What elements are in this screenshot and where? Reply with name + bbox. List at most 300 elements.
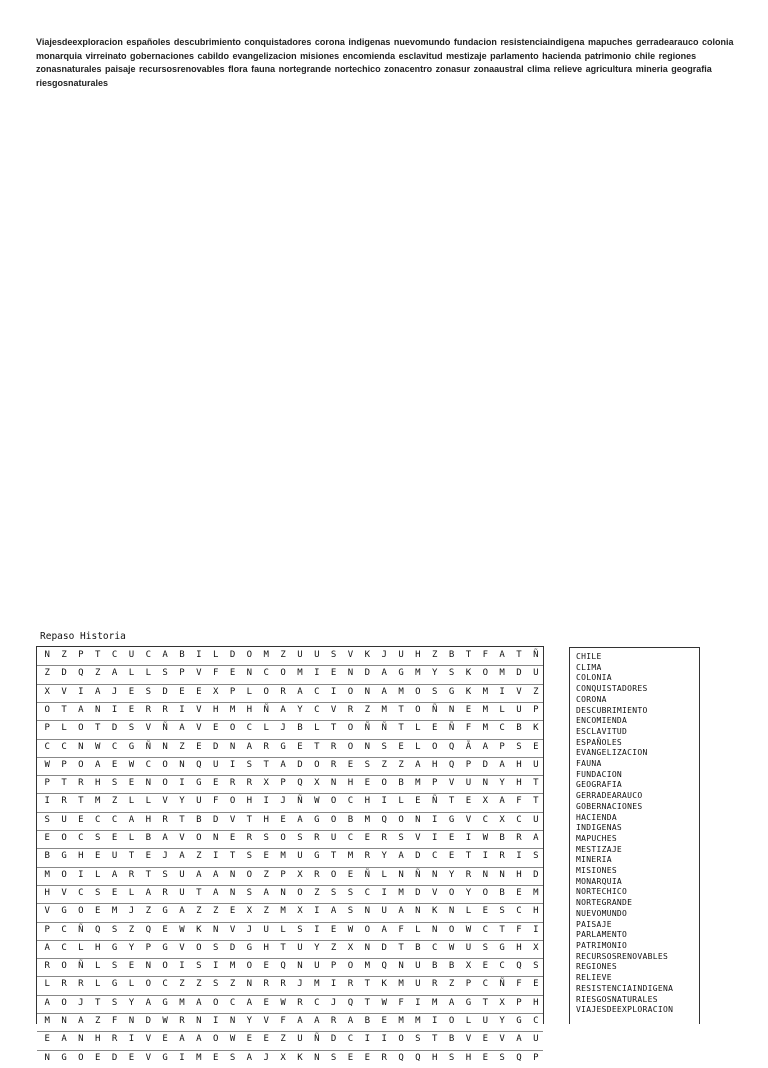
letter-grid <box>36 646 544 1063</box>
grid-letter: V <box>145 1034 151 1045</box>
word-list-item: FAUNA <box>576 759 602 769</box>
grid-letter: O <box>432 741 438 752</box>
grid-letter: O <box>347 723 354 734</box>
grid-letter: R <box>465 869 472 880</box>
grid-letter: X <box>212 686 219 697</box>
grid-letter: O <box>330 869 337 880</box>
grid-letter: A <box>499 796 505 807</box>
grid-letter: G <box>280 741 286 752</box>
grid-letter: F <box>465 723 472 734</box>
grid-letter: D <box>212 741 219 752</box>
grid-letter: R <box>179 1016 185 1026</box>
grid-letter: S <box>44 814 50 825</box>
grid-line <box>37 867 543 868</box>
grid-letter: S <box>330 887 337 898</box>
grid-letter: U <box>111 851 118 862</box>
grid-letter: O <box>415 686 421 697</box>
grid-row <box>37 940 543 958</box>
grid-letter: C <box>61 741 67 752</box>
grid-letter: T <box>398 704 404 715</box>
grid-letter: G <box>162 906 168 917</box>
grid-letter: O <box>448 1016 455 1026</box>
grid-row <box>37 903 543 921</box>
grid-line <box>37 720 543 721</box>
grid-letter: S <box>212 942 219 953</box>
grid-letter: S <box>111 997 118 1008</box>
grid-letter: I <box>381 1034 387 1045</box>
grid-row <box>37 757 543 775</box>
grid-letter: Q <box>196 759 202 770</box>
grid-letter: E <box>212 1052 219 1063</box>
grid-letter: D <box>415 887 421 898</box>
grid-row <box>37 665 543 683</box>
grid-letter: C <box>263 668 269 679</box>
grid-letter: M <box>364 961 371 972</box>
grid-letter: C <box>145 650 151 660</box>
grid-letter: E <box>381 1016 387 1026</box>
grid-letter: E <box>533 979 539 990</box>
grid-line <box>37 665 543 666</box>
grid-letter: O <box>44 704 50 715</box>
grid-row <box>37 1050 543 1068</box>
grid-letter: S <box>499 1052 505 1063</box>
grid-letter: A <box>78 704 84 715</box>
grid-letter: A <box>179 851 185 862</box>
grid-letter: N <box>61 1016 67 1026</box>
grid-letter: R <box>44 961 50 972</box>
grid-letter: Y <box>381 851 387 862</box>
grid-letter: V <box>61 686 67 697</box>
grid-letter: N <box>78 741 84 752</box>
grid-letter: E <box>482 1034 488 1045</box>
grid-letter: A <box>499 759 505 770</box>
grid-letter: Z <box>128 924 135 935</box>
grid-letter: A <box>246 997 253 1008</box>
grid-letter: C <box>162 979 168 990</box>
grid-letter: T <box>95 650 101 660</box>
grid-letter: L <box>95 961 101 972</box>
grid-letter: S <box>297 924 303 935</box>
grid-letter: T <box>330 851 337 862</box>
word-list-item: MONARQUIA <box>576 876 623 886</box>
grid-letter: W <box>482 833 488 843</box>
grid-row <box>37 830 543 848</box>
grid-letter: S <box>432 686 438 697</box>
grid-letter: I <box>381 887 387 898</box>
grid-letter: L <box>246 686 253 697</box>
grid-letter: E <box>432 723 438 734</box>
grid-letter: E <box>128 961 135 972</box>
grid-letter: O <box>347 686 354 697</box>
grid-letter: T <box>314 741 320 752</box>
grid-letter: A <box>398 851 404 862</box>
grid-letter: B <box>297 723 303 734</box>
grid-letter: B <box>448 1034 455 1045</box>
grid-letter: A <box>533 833 539 843</box>
grid-letter: I <box>128 1034 135 1045</box>
grid-letter: A <box>347 1016 354 1026</box>
word-list-item: DESCUBRIMIENTO <box>576 705 648 715</box>
grid-letter: I <box>330 686 337 697</box>
grid-letter: Ñ <box>297 796 303 807</box>
grid-letter: L <box>145 796 151 807</box>
grid-letter: D <box>145 1016 151 1026</box>
word-list-item: MISIONES <box>576 866 617 876</box>
grid-letter: D <box>111 723 118 734</box>
grid-letter: G <box>61 906 67 917</box>
grid-letter: Z <box>145 906 151 917</box>
grid-letter: R <box>314 869 320 880</box>
grid-letter: R <box>111 1034 118 1045</box>
grid-letter: O <box>212 1034 219 1045</box>
grid-letter: B <box>516 723 522 734</box>
grid-letter: B <box>44 851 50 862</box>
grid-letter: I <box>212 851 219 862</box>
grid-letter: P <box>280 778 286 789</box>
grid-letter: R <box>330 1016 337 1026</box>
grid-letter: M <box>482 686 488 697</box>
grid-letter: N <box>145 961 151 972</box>
grid-letter: C <box>78 887 84 898</box>
grid-letter: W <box>179 924 185 935</box>
grid-letter: O <box>398 814 404 825</box>
grid-letter: I <box>314 668 320 679</box>
grid-letter: P <box>465 759 472 770</box>
grid-letter: C <box>364 887 371 898</box>
grid-letter: U <box>263 924 269 935</box>
grid-letter: Ñ <box>381 723 387 734</box>
grid-letter: B <box>415 942 421 953</box>
grid-letter: R <box>499 851 505 862</box>
grid-letter: N <box>44 650 50 660</box>
grid-row <box>37 812 543 830</box>
grid-letter: A <box>212 887 219 898</box>
grid-line <box>37 1050 543 1051</box>
grid-letter: E <box>128 1052 135 1063</box>
grid-letter: M <box>533 887 539 898</box>
grid-letter: E <box>482 961 488 972</box>
grid-letter: C <box>111 650 118 660</box>
grid-letter: B <box>499 887 505 898</box>
grid-letter: D <box>229 942 236 953</box>
grid-letter: A <box>111 668 118 679</box>
grid-letter: T <box>95 997 101 1008</box>
grid-letter: M <box>415 1016 421 1026</box>
grid-letter: I <box>499 686 505 697</box>
grid-line <box>37 940 543 941</box>
grid-letter: N <box>499 869 505 880</box>
grid-letter: Z <box>111 796 118 807</box>
grid-letter: C <box>347 1034 354 1045</box>
grid-letter: N <box>364 686 371 697</box>
grid-letter: E <box>465 796 472 807</box>
grid-letter: S <box>499 906 505 917</box>
word-list-item: COLONIA <box>576 673 612 683</box>
grid-letter: U <box>533 759 539 770</box>
word-list-item: MINERIA <box>576 855 612 865</box>
grid-letter: E <box>347 759 354 770</box>
word-list-item: PAISAJE <box>576 919 612 929</box>
grid-letter: E <box>448 833 455 843</box>
word-list-item: HACIENDA <box>576 812 617 822</box>
grid-letter: Z <box>196 979 202 990</box>
grid-letter: S <box>364 759 371 770</box>
grid-letter: T <box>179 814 185 825</box>
grid-letter: N <box>448 704 455 715</box>
grid-letter: E <box>533 741 539 752</box>
grid-letter: T <box>229 851 236 862</box>
grid-line <box>37 702 543 703</box>
grid-letter: N <box>246 668 253 679</box>
grid-letter: J <box>246 924 253 935</box>
grid-letter: U <box>533 814 539 825</box>
grid-letter: J <box>162 851 168 862</box>
grid-letter: Z <box>398 759 404 770</box>
grid-letter: U <box>482 1016 488 1026</box>
grid-letter: C <box>347 833 354 843</box>
grid-row <box>37 1031 543 1049</box>
grid-letter: C <box>482 814 488 825</box>
grid-letter: V <box>145 1052 151 1063</box>
grid-letter: T <box>448 796 455 807</box>
word-list-item: NORTECHICO <box>576 887 628 897</box>
grid-letter: T <box>330 723 337 734</box>
grid-letter: A <box>128 814 135 825</box>
grid-letter: Z <box>330 942 337 953</box>
grid-line <box>37 922 543 923</box>
grid-letter: C <box>111 814 118 825</box>
grid-letter: C <box>499 961 505 972</box>
grid-letter: N <box>364 741 371 752</box>
grid-letter: A <box>162 833 168 843</box>
grid-letter: E <box>364 1052 371 1063</box>
grid-letter: E <box>128 778 135 789</box>
grid-letter: B <box>499 833 505 843</box>
grid-letter: U <box>179 887 185 898</box>
grid-letter: M <box>432 997 438 1008</box>
grid-letter: I <box>212 1016 219 1026</box>
grid-letter: N <box>162 741 168 752</box>
grid-letter: O <box>61 997 67 1008</box>
grid-letter: K <box>432 906 438 917</box>
grid-letter: M <box>415 778 421 789</box>
grid-letter: N <box>95 704 101 715</box>
grid-letter: L <box>499 704 505 715</box>
grid-letter: R <box>280 686 286 697</box>
grid-letter: T <box>61 778 67 789</box>
word-list-item: NUEVOMUNDO <box>576 908 628 918</box>
grid-letter: Q <box>381 814 387 825</box>
grid-row <box>37 647 543 665</box>
grid-letter: T <box>95 723 101 734</box>
grid-letter: H <box>533 906 539 917</box>
grid-letter: V <box>196 723 202 734</box>
grid-letter: R <box>162 887 168 898</box>
grid-letter: Z <box>280 1034 286 1045</box>
grid-row <box>37 995 543 1013</box>
grid-letter: E <box>482 1052 488 1063</box>
grid-letter: G <box>448 686 455 697</box>
grid-letter: R <box>347 704 354 715</box>
grid-letter: Ñ <box>78 924 84 935</box>
grid-letter: V <box>415 833 421 843</box>
grid-letter: E <box>162 1034 168 1045</box>
grid-letter: G <box>162 1052 168 1063</box>
grid-letter: H <box>95 778 101 789</box>
grid-letter: O <box>162 778 168 789</box>
grid-letter: C <box>314 704 320 715</box>
grid-letter: V <box>179 942 185 953</box>
grid-letter: M <box>280 851 286 862</box>
grid-letter: U <box>128 650 135 660</box>
grid-letter: O <box>381 778 387 789</box>
grid-letter: E <box>263 961 269 972</box>
grid-letter: H <box>78 851 84 862</box>
grid-letter: S <box>111 924 118 935</box>
grid-letter: D <box>61 668 67 679</box>
word-list-item: CORONA <box>576 694 607 704</box>
grid-row <box>37 922 543 940</box>
grid-letter: A <box>482 741 488 752</box>
grid-letter: I <box>179 778 185 789</box>
grid-letter: O <box>314 759 320 770</box>
grid-letter: V <box>499 1034 505 1045</box>
grid-letter: M <box>482 704 488 715</box>
grid-letter: M <box>263 650 269 660</box>
grid-letter: H <box>432 1052 438 1063</box>
grid-letter: R <box>263 741 269 752</box>
grid-letter: O <box>61 833 67 843</box>
grid-letter: H <box>533 997 539 1008</box>
grid-letter: R <box>347 979 354 990</box>
grid-letter: I <box>432 814 438 825</box>
grid-letter: C <box>533 1016 539 1026</box>
grid-letter: M <box>482 723 488 734</box>
grid-letter: H <box>44 887 50 898</box>
grid-letter: X <box>246 906 253 917</box>
grid-letter: I <box>196 650 202 660</box>
grid-letter: N <box>448 906 455 917</box>
grid-line <box>37 739 543 740</box>
grid-letter: N <box>398 869 404 880</box>
grid-letter: A <box>145 887 151 898</box>
grid-letter: L <box>128 833 135 843</box>
grid-letter: S <box>196 961 202 972</box>
grid-letter: R <box>61 979 67 990</box>
grid-letter: M <box>398 1016 404 1026</box>
grid-letter: Ñ <box>448 723 455 734</box>
grid-letter: D <box>482 759 488 770</box>
grid-letter: G <box>314 851 320 862</box>
grid-letter: J <box>381 650 387 660</box>
grid-letter: Q <box>78 668 84 679</box>
grid-letter: F <box>398 997 404 1008</box>
grid-letter: Q <box>347 997 354 1008</box>
grid-letter: N <box>415 906 421 917</box>
grid-letter: C <box>111 741 118 752</box>
grid-letter: W <box>381 997 387 1008</box>
grid-letter: Z <box>179 979 185 990</box>
grid-letter: E <box>229 833 236 843</box>
grid-letter: O <box>297 887 303 898</box>
grid-letter: R <box>381 1052 387 1063</box>
grid-letter: M <box>398 979 404 990</box>
grid-letter: P <box>499 741 505 752</box>
grid-letter: T <box>364 979 371 990</box>
grid-letter: S <box>263 833 269 843</box>
grid-letter: E <box>128 704 135 715</box>
grid-letter: R <box>330 741 337 752</box>
grid-letter: A <box>297 686 303 697</box>
grid-letter: M <box>297 668 303 679</box>
grid-letter: R <box>330 759 337 770</box>
grid-letter: I <box>44 796 50 807</box>
grid-letter: B <box>448 961 455 972</box>
grid-letter: A <box>162 650 168 660</box>
grid-letter: S <box>229 1052 236 1063</box>
grid-letter: H <box>263 942 269 953</box>
grid-letter: T <box>398 723 404 734</box>
grid-letter: E <box>364 833 371 843</box>
grid-letter: I <box>432 1016 438 1026</box>
grid-letter: N <box>229 1016 236 1026</box>
grid-letter: K <box>465 668 472 679</box>
grid-letter: R <box>128 869 135 880</box>
grid-letter: M <box>229 704 236 715</box>
grid-letter: N <box>482 869 488 880</box>
grid-letter: C <box>314 997 320 1008</box>
grid-letter: L <box>415 924 421 935</box>
grid-letter: H <box>263 814 269 825</box>
grid-letter: Z <box>432 650 438 660</box>
grid-letter: G <box>111 979 118 990</box>
grid-letter: V <box>347 650 354 660</box>
grid-letter: Y <box>179 796 185 807</box>
grid-letter: E <box>330 668 337 679</box>
grid-letter: O <box>448 887 455 898</box>
grid-letter: G <box>465 997 472 1008</box>
grid-letter: V <box>179 833 185 843</box>
grid-letter: E <box>145 851 151 862</box>
grid-letter: G <box>196 778 202 789</box>
grid-letter: W <box>162 1016 168 1026</box>
grid-letter: U <box>297 1034 303 1045</box>
grid-letter: A <box>280 759 286 770</box>
grid-letter: T <box>263 759 269 770</box>
grid-letter: I <box>314 924 320 935</box>
grid-letter: R <box>314 833 320 843</box>
grid-letter: O <box>415 704 421 715</box>
grid-letter: O <box>162 961 168 972</box>
grid-letter: I <box>179 1052 185 1063</box>
grid-line <box>37 995 543 996</box>
grid-letter: C <box>246 723 253 734</box>
grid-letter: J <box>128 906 135 917</box>
grid-letter: Z <box>196 851 202 862</box>
grid-letter: W <box>347 924 354 935</box>
grid-letter: A <box>95 759 101 770</box>
grid-letter: J <box>111 686 118 697</box>
grid-letter: P <box>44 924 50 935</box>
grid-letter: O <box>482 887 488 898</box>
grid-letter: S <box>330 1052 337 1063</box>
grid-letter: F <box>212 796 219 807</box>
grid-letter: H <box>415 650 421 660</box>
grid-letter: Z <box>280 650 286 660</box>
grid-letter: M <box>44 1016 50 1026</box>
grid-letter: C <box>78 833 84 843</box>
grid-letter: U <box>465 942 472 953</box>
